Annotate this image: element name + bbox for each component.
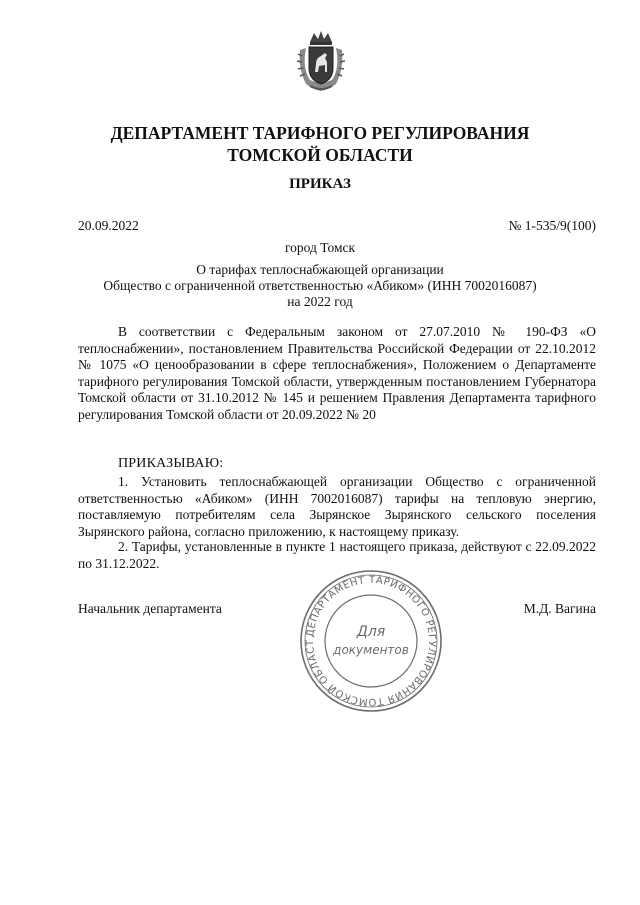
- document-type: ПРИКАЗ: [289, 176, 351, 192]
- org-title-line2: ТОМСКОЙ ОБЛАСТИ: [227, 145, 413, 165]
- document-date: 20.09.2022: [78, 218, 139, 233]
- signer-name: М.Д. Вагина: [523, 601, 596, 616]
- document-subject: [0, 262, 640, 310]
- official-stamp: [296, 566, 446, 716]
- stamp-inner-line2: документов: [333, 643, 409, 657]
- document-city: город Томск: [284, 240, 356, 255]
- coat-of-arms-icon: [296, 28, 346, 94]
- order-item-1: 1. Установить теплоснабжающей организации Общество с ограниченной ответственностью «Абиком» (ИНН 7002016087) тарифы на тепловую энергию, поставляемую потребителям села Зырянское Зырянского сельского поселения Зырянского района, согласно приложению, к настоящему приказу.: [78, 474, 596, 539]
- order-item-2: 2. Тарифы, установленные в пункте 1 настоящего приказа, действуют с 22.09.2022 по 31.12.2022.: [78, 539, 596, 571]
- subject-line3: на 2022 год: [287, 294, 353, 309]
- order-command: ПРИКАЗЫВАЮ:: [118, 456, 224, 471]
- signer-position: Начальник департамента: [78, 601, 222, 616]
- subject-line1: О тарифах теплоснабжающей организации: [196, 262, 444, 277]
- preamble-paragraph: В соответствии с Федеральным законом от 27.07.2010 № 190-ФЗ «О теплоснабжении», постановлением Правительства Российской Федерации от 22.10.2012 № 1075 «О ценообразовании в сфере теплоснабжения», Положением о Департаменте тарифного регулирования Томской области, утвержденным постановлением Губернатора Томской области от 31.10.2012 № 145 и решением Правления Департамента тарифного регулирования Томской области от 20.09.2022 № 20: [78, 324, 596, 422]
- org-title-line1: ДЕПАРТАМЕНТ ТАРИФНОГО РЕГУЛИРОВАНИЯ: [110, 123, 530, 143]
- stamp-inner-line1: Для: [356, 624, 386, 640]
- document-number: № 1-535/9(100): [508, 218, 596, 233]
- stamp-ring-text: ДЕПАРТАМЕНТ ТАРИФНОГО РЕГУЛИРОВАНИЯ ТОМСКОЙ ОБЛАСТ: [304, 574, 438, 708]
- subject-line2: Общество с ограниченной ответственностью «Абиком» (ИНН 7002016087): [103, 278, 537, 293]
